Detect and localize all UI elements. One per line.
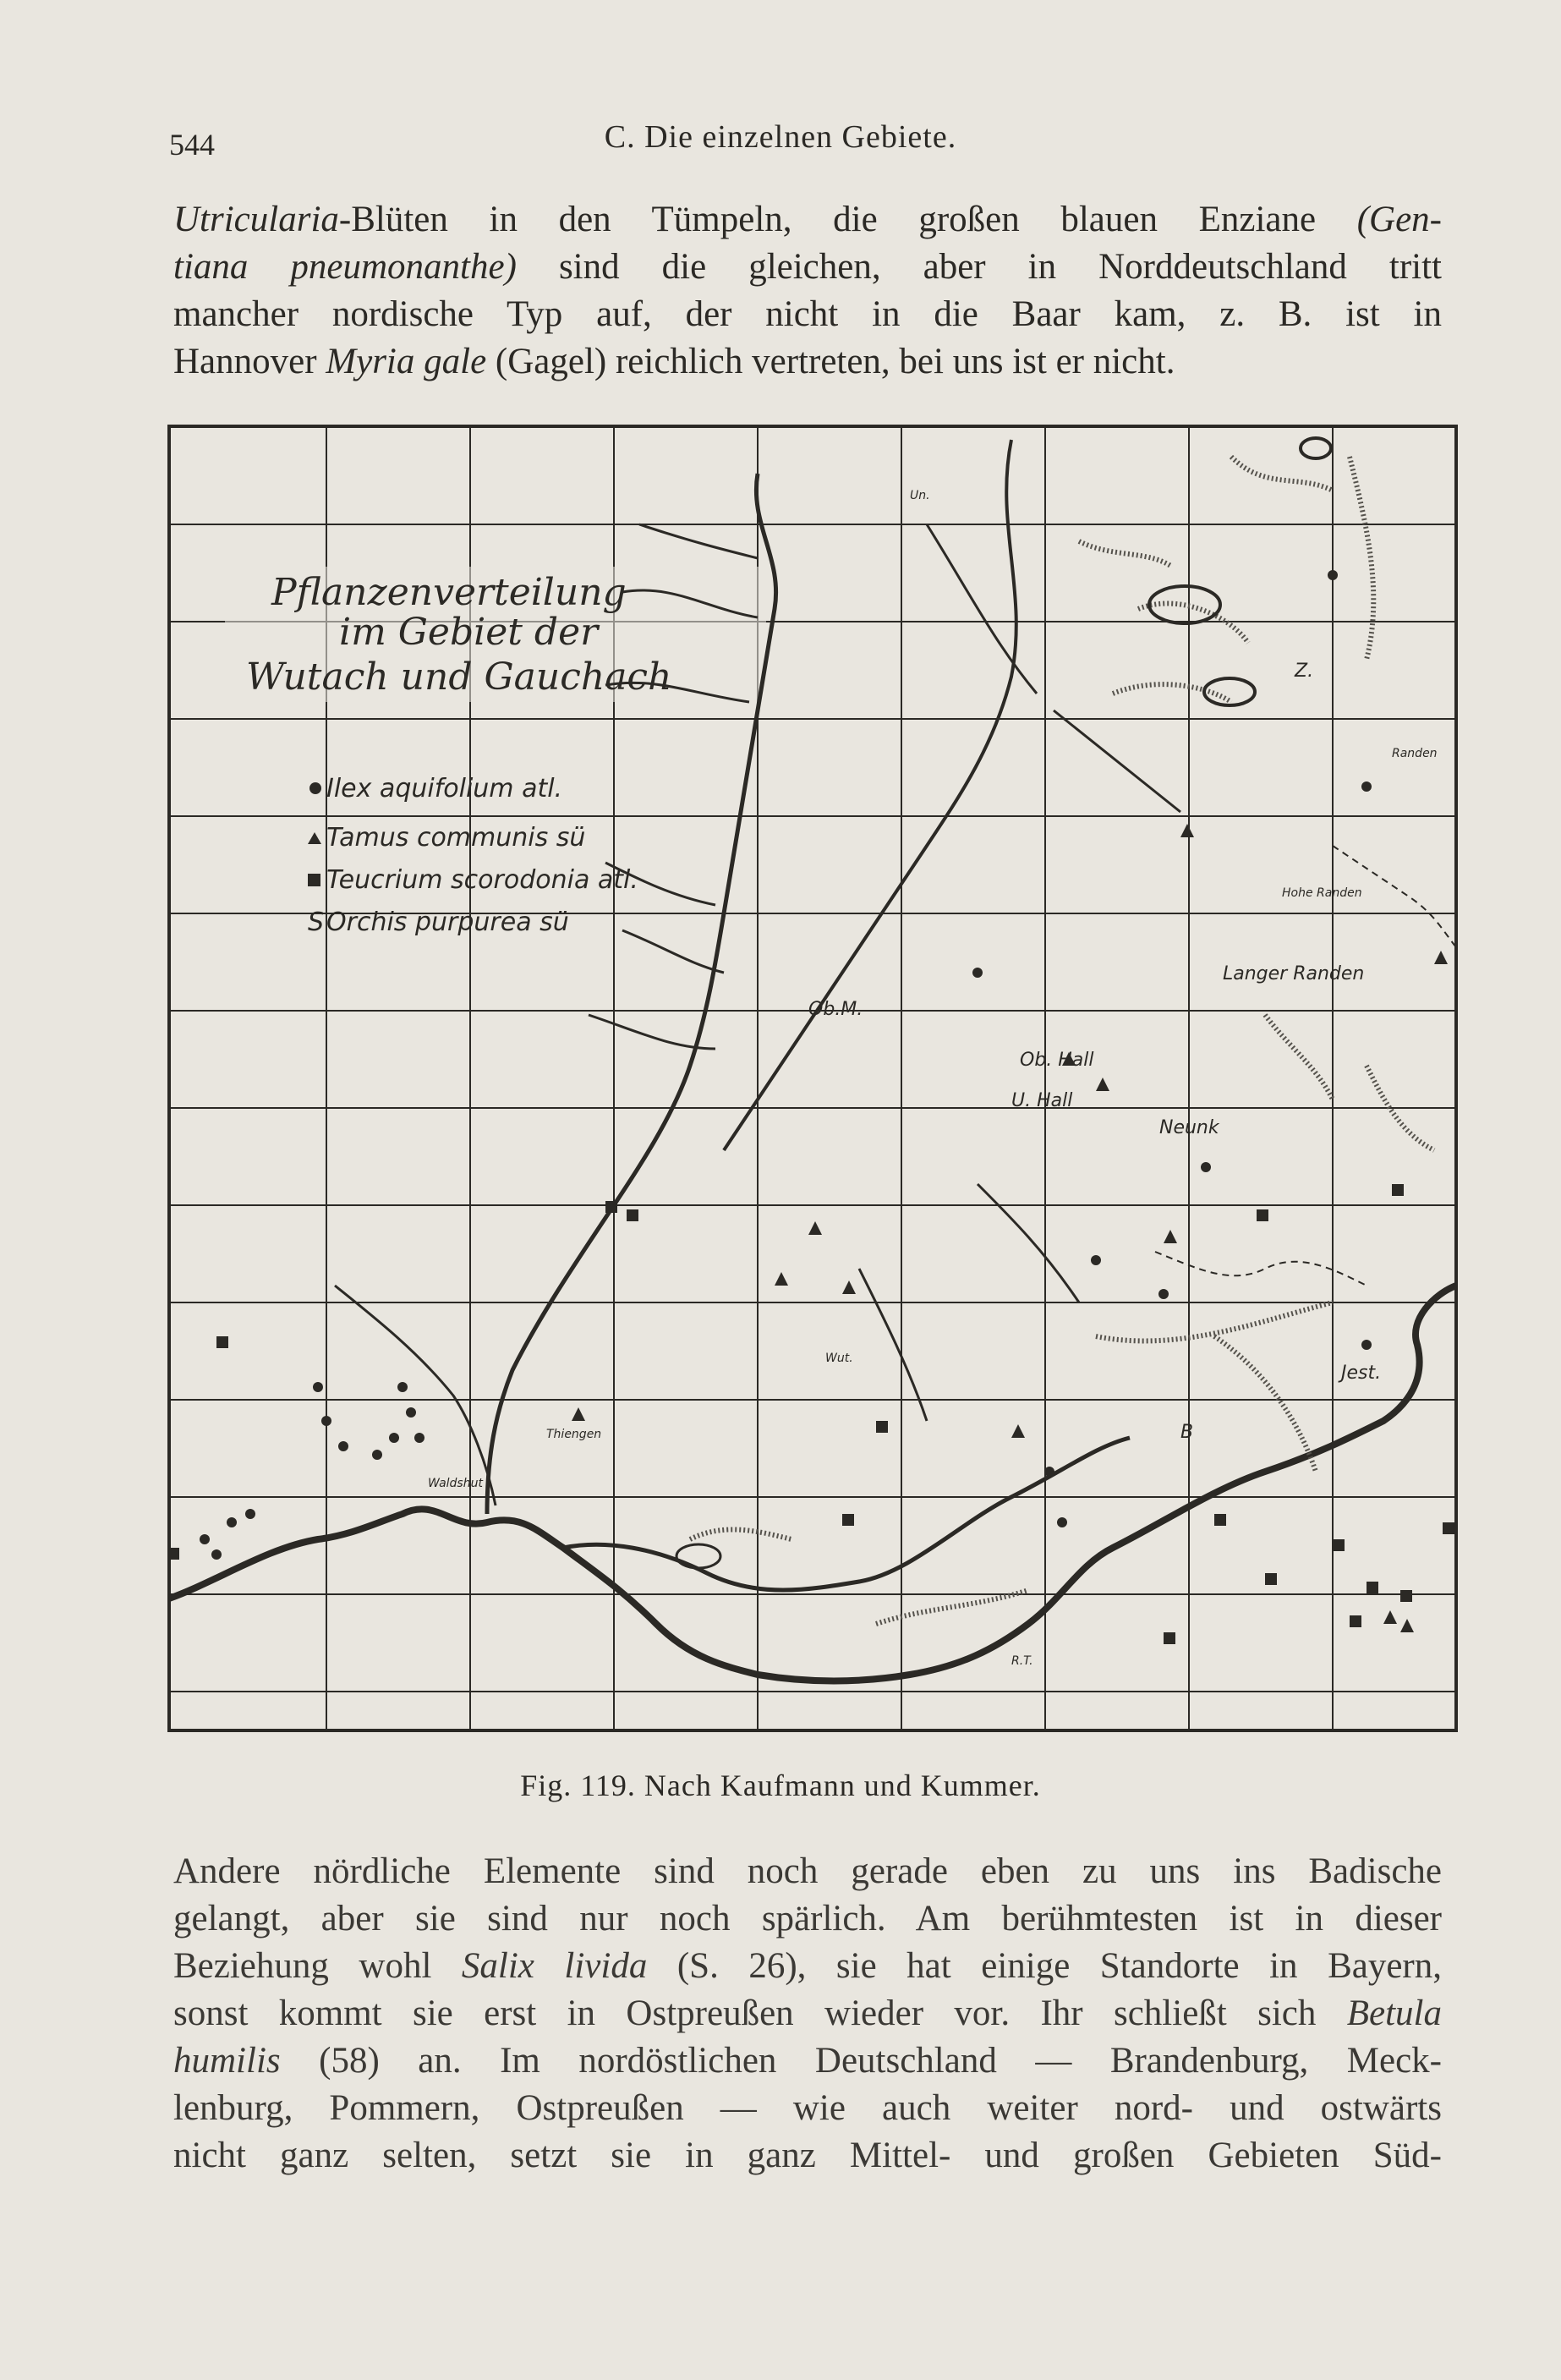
lake-icon: [1301, 438, 1331, 458]
rhine-river: [169, 1286, 1456, 1681]
place-z: Z.: [1295, 661, 1314, 682]
text-line: Hannover Myria gale (Gagel) reichlich vertreten, bei uns ist er nicht.: [173, 342, 1175, 381]
place-u-hall: U. Hall: [1011, 1090, 1073, 1111]
legend-circle-icon: [309, 782, 321, 794]
legend-entry-orchis: Orchis purpurea sü: [326, 908, 569, 937]
place-langer-randen: Langer Randen: [1223, 963, 1365, 984]
page-number: 544: [169, 128, 215, 162]
legend-triangle-icon: [308, 832, 321, 844]
place-waldshut: Waldshut: [428, 1477, 483, 1490]
figure-caption: Fig. 119. Nach Kaufmann und Kummer.: [520, 1769, 1041, 1802]
place-thiengen: Thiengen: [546, 1428, 602, 1441]
text-line: gelangt, aber sie sind nur noch spärlich. Am berühmtesten ist in dieser: [173, 1899, 1442, 1939]
text-line: tiana pneumonanthe) sind die gleichen, aber in Norddeutschland tritt: [173, 247, 1442, 287]
place-randen: Randen: [1392, 747, 1438, 760]
text-line: mancher nordische Typ auf, der nicht in die Baar kam, z. B. ist in: [173, 294, 1442, 334]
place-r-t: R.T.: [1011, 1654, 1033, 1668]
map-title-line-1: Pflanzenverteilung: [271, 571, 627, 614]
place-neunk: Neunk: [1159, 1117, 1219, 1138]
legend-s-icon: S: [308, 908, 325, 937]
legend-entry-teucrium: Teucrium scorodonia atl.: [326, 865, 638, 895]
text-line: Beziehung wohl Salix livida (S. 26), sie hat einige Standorte in Bayern,: [173, 1946, 1442, 1986]
text-line: Utricularia-Blüten in den Tümpeln, die großen blauen Enziane (Gen-: [173, 200, 1442, 239]
place-hohe-randen: Hohe Randen: [1282, 886, 1362, 900]
legend-entry-ilex: Ilex aquifolium atl.: [326, 774, 563, 803]
place-un: Un.: [910, 489, 930, 502]
text-line: Andere nördliche Elemente sind noch gerade eben zu uns ins Badische: [173, 1851, 1442, 1891]
distribution-map: [166, 423, 1460, 1734]
map-title-line-2: im Gebiet der: [339, 611, 599, 654]
text-line: nicht ganz selten, setzt sie in ganz Mittel- und großen Gebieten Süd-: [173, 2136, 1442, 2175]
running-head: C. Die einzelnen Gebiete.: [604, 119, 957, 155]
place-jest: Jest.: [1341, 1363, 1382, 1384]
text-line: humilis (58) an. Im nordöstlichen Deutschland — Brandenburg, Meck-: [173, 2041, 1442, 2081]
paragraph-bottom: [173, 1848, 1442, 2180]
text-line: sonst kommt sie erst in Ostpreußen wieder vor. Ihr schließt sich Betula: [173, 1993, 1442, 2033]
text-line: lenburg, Pommern, Ostpreußen — wie auch weiter nord- und ostwärts: [173, 2088, 1442, 2128]
place-ob-hall: Ob. Hall: [1020, 1050, 1094, 1071]
place-ob-m: Ob.M.: [808, 999, 863, 1020]
paragraph-top: [173, 196, 1442, 386]
place-wut: Wut.: [825, 1352, 853, 1365]
lake-icon: [1204, 678, 1255, 705]
legend-square-icon: [308, 874, 320, 886]
map-title-line-3: Wutach und Gauchach: [246, 655, 672, 699]
place-b: B: [1180, 1422, 1194, 1443]
legend-entry-tamus: Tamus communis sü: [326, 823, 586, 853]
lake-icon: [676, 1544, 720, 1568]
